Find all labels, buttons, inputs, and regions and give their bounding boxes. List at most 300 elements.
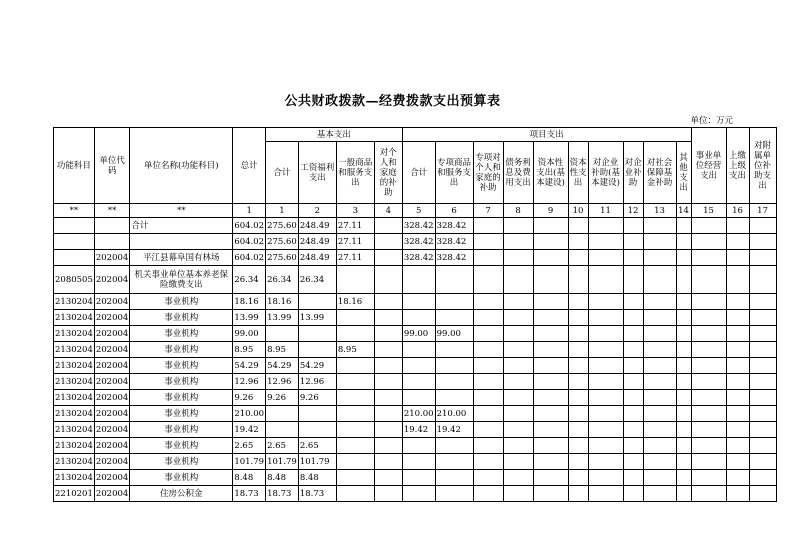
cell-empty [588, 250, 623, 266]
cell-p-total: 210.00 [402, 406, 435, 422]
cell-code: 2210201 [54, 486, 95, 502]
cell-empty [533, 438, 568, 454]
cell-name: 事业机构 [130, 374, 233, 390]
cell-code: 2130204 [54, 294, 95, 310]
cell-p-goods [435, 374, 473, 390]
cell-b-wage: 8.48 [298, 470, 336, 486]
cell-empty [749, 250, 776, 266]
cell-empty [623, 234, 643, 250]
cell-empty [503, 342, 533, 358]
cell-empty [643, 250, 676, 266]
cell-unit: 202004 [94, 406, 129, 422]
table-row [54, 234, 777, 250]
cell-b-total: 54.29 [266, 358, 299, 374]
cell-empty [676, 234, 691, 250]
cell-p-total: 328.42 [402, 250, 435, 266]
cell-empty [588, 390, 623, 406]
cell-b-goods [336, 470, 374, 486]
cell-b-wage [298, 406, 336, 422]
header-proj-enterprise2: 对企业补助 [623, 142, 643, 204]
cell-b-wage [298, 326, 336, 342]
cell-empty [473, 486, 503, 502]
cell-empty [533, 266, 568, 294]
cell-p-goods: 328.42 [435, 218, 473, 234]
header-proj-goods: 专项商品和服务支出 [435, 142, 473, 204]
cell-total: 12.96 [233, 374, 266, 390]
cell-empty [623, 438, 643, 454]
cell-empty [623, 422, 643, 438]
cell-empty [726, 390, 749, 406]
cell-empty [568, 326, 588, 342]
cell-empty [749, 310, 776, 326]
cell-b-total: 18.73 [266, 486, 299, 502]
cell-empty [691, 470, 726, 486]
cell-empty [533, 294, 568, 310]
cell-empty [533, 486, 568, 502]
cell-empty [691, 390, 726, 406]
cell-b-goods: 27.11 [336, 234, 374, 250]
index-cell: 8 [503, 204, 533, 218]
cell-empty [623, 342, 643, 358]
cell-empty [623, 310, 643, 326]
cell-empty [568, 470, 588, 486]
header-project: 项目支出 [402, 128, 691, 142]
cell-b-goods [336, 454, 374, 470]
cell-name: 事业机构 [130, 422, 233, 438]
cell-empty [726, 470, 749, 486]
cell-empty [726, 422, 749, 438]
cell-empty [691, 342, 726, 358]
index-cell: 13 [643, 204, 676, 218]
cell-unit: 202004 [94, 310, 129, 326]
cell-p-goods [435, 390, 473, 406]
cell-b-total: 8.48 [266, 470, 299, 486]
cell-empty [568, 218, 588, 234]
header-basic-total: 合计 [266, 142, 299, 204]
cell-name: 平江县幕阜国有林场 [130, 250, 233, 266]
cell-empty [726, 486, 749, 502]
header-proj-enterprise: 对企业补助(基本建设) [588, 142, 623, 204]
cell-empty [691, 438, 726, 454]
header-unit-name: 单位名称(功能科目) [130, 128, 233, 204]
cell-p-goods [435, 358, 473, 374]
cell-b-wage [298, 294, 336, 310]
cell-empty [533, 390, 568, 406]
cell-empty [749, 422, 776, 438]
cell-b-goods [336, 438, 374, 454]
index-cell: 1 [266, 204, 299, 218]
cell-empty [676, 266, 691, 294]
cell-empty [588, 342, 623, 358]
cell-name: 合计 [130, 218, 233, 234]
cell-b-total: 12.96 [266, 374, 299, 390]
cell-empty [749, 342, 776, 358]
cell-empty [726, 250, 749, 266]
cell-b-wage: 26.34 [298, 266, 336, 294]
cell-name: 事业机构 [130, 438, 233, 454]
cell-empty [503, 234, 533, 250]
cell-empty [568, 454, 588, 470]
cell-code: 2130204 [54, 374, 95, 390]
cell-empty [676, 374, 691, 390]
cell-b-wage: 12.96 [298, 374, 336, 390]
cell-b-goods [336, 374, 374, 390]
header-basic-wage: 工资福利支出 [298, 142, 336, 204]
cell-empty [676, 438, 691, 454]
cell-empty [676, 310, 691, 326]
cell-b-personal [374, 390, 402, 406]
cell-empty [473, 438, 503, 454]
cell-unit: 202004 [94, 358, 129, 374]
table-row [54, 358, 777, 374]
cell-b-goods: 18.16 [336, 294, 374, 310]
cell-empty [533, 234, 568, 250]
cell-empty [676, 390, 691, 406]
cell-empty [503, 374, 533, 390]
cell-empty [691, 422, 726, 438]
cell-empty [568, 266, 588, 294]
cell-name: 机关事业单位基本养老保险缴费支出 [130, 266, 233, 294]
cell-empty [749, 374, 776, 390]
cell-unit: 202004 [94, 438, 129, 454]
cell-empty [503, 326, 533, 342]
budget-table [53, 127, 777, 502]
header-proj-personal: 专项对个人和家庭的补助 [473, 142, 503, 204]
index-cell: ** [54, 204, 95, 218]
cell-empty [726, 438, 749, 454]
cell-code: 2130204 [54, 390, 95, 406]
cell-empty [473, 454, 503, 470]
cell-empty [726, 358, 749, 374]
cell-b-wage [298, 342, 336, 358]
cell-empty [726, 294, 749, 310]
cell-p-goods: 328.42 [435, 250, 473, 266]
cell-total: 210.00 [233, 406, 266, 422]
cell-empty [473, 326, 503, 342]
cell-empty [473, 390, 503, 406]
index-cell: 2 [298, 204, 336, 218]
cell-p-total [402, 374, 435, 390]
cell-unit: 202004 [94, 294, 129, 310]
cell-empty [568, 422, 588, 438]
cell-empty [643, 374, 676, 390]
cell-empty [533, 358, 568, 374]
cell-b-total: 26.34 [266, 266, 299, 294]
cell-total: 8.95 [233, 342, 266, 358]
table-row [54, 310, 777, 326]
cell-empty [588, 266, 623, 294]
cell-b-personal [374, 294, 402, 310]
cell-p-total [402, 438, 435, 454]
cell-empty [623, 294, 643, 310]
cell-b-total: 275.60 [266, 218, 299, 234]
cell-total: 604.02 [233, 218, 266, 234]
cell-b-wage: 2.65 [298, 438, 336, 454]
cell-empty [568, 390, 588, 406]
cell-b-goods [336, 486, 374, 502]
cell-p-goods [435, 266, 473, 294]
cell-total: 18.73 [233, 486, 266, 502]
cell-total: 18.16 [233, 294, 266, 310]
cell-name: 事业机构 [130, 390, 233, 406]
table-row [54, 250, 777, 266]
index-cell: 11 [588, 204, 623, 218]
cell-b-wage [298, 422, 336, 438]
cell-b-personal [374, 310, 402, 326]
cell-unit: 202004 [94, 454, 129, 470]
cell-empty [623, 266, 643, 294]
cell-b-total: 275.60 [266, 250, 299, 266]
table-body [54, 218, 777, 502]
cell-b-total: 18.16 [266, 294, 299, 310]
table-row [54, 486, 777, 502]
index-cell: 5 [402, 204, 435, 218]
cell-total: 13.99 [233, 310, 266, 326]
cell-empty [568, 250, 588, 266]
table-row [54, 438, 777, 454]
cell-empty [473, 374, 503, 390]
cell-b-personal [374, 406, 402, 422]
cell-b-personal [374, 326, 402, 342]
cell-empty [623, 374, 643, 390]
cell-code: 2130204 [54, 454, 95, 470]
cell-p-total [402, 266, 435, 294]
cell-empty [726, 218, 749, 234]
cell-total: 54.29 [233, 358, 266, 374]
cell-empty [676, 218, 691, 234]
cell-empty [533, 310, 568, 326]
cell-empty [726, 326, 749, 342]
cell-empty [533, 250, 568, 266]
cell-empty [568, 234, 588, 250]
index-cell: 15 [691, 204, 726, 218]
cell-b-wage: 9.26 [298, 390, 336, 406]
cell-empty [588, 358, 623, 374]
cell-empty [623, 218, 643, 234]
index-row [54, 204, 777, 218]
cell-empty [691, 266, 726, 294]
cell-b-wage: 101.79 [298, 454, 336, 470]
cell-p-total: 99.00 [402, 326, 435, 342]
cell-empty [568, 406, 588, 422]
cell-unit [94, 234, 129, 250]
header-func-subject: 功能科目 [54, 128, 95, 204]
cell-empty [643, 294, 676, 310]
cell-empty [676, 454, 691, 470]
cell-unit: 202004 [94, 422, 129, 438]
cell-empty [533, 374, 568, 390]
cell-empty [473, 422, 503, 438]
table-row [54, 342, 777, 358]
cell-empty [691, 326, 726, 342]
cell-empty [588, 218, 623, 234]
table-row [54, 390, 777, 406]
cell-b-wage: 18.73 [298, 486, 336, 502]
table-row [54, 218, 777, 234]
header-proj-debt: 债务利息及费用支出 [503, 142, 533, 204]
cell-empty [568, 438, 588, 454]
cell-empty [568, 294, 588, 310]
cell-b-goods: 8.95 [336, 342, 374, 358]
cell-empty [676, 486, 691, 502]
index-cell: 10 [568, 204, 588, 218]
cell-total: 9.26 [233, 390, 266, 406]
cell-empty [473, 358, 503, 374]
cell-empty [676, 406, 691, 422]
cell-total: 8.48 [233, 470, 266, 486]
index-cell: 12 [623, 204, 643, 218]
cell-b-goods [336, 358, 374, 374]
cell-empty [691, 294, 726, 310]
cell-empty [473, 310, 503, 326]
cell-p-goods: 19.42 [435, 422, 473, 438]
cell-empty [691, 310, 726, 326]
cell-unit: 202004 [94, 470, 129, 486]
cell-b-goods [336, 390, 374, 406]
cell-b-total: 8.95 [266, 342, 299, 358]
cell-p-total [402, 486, 435, 502]
cell-empty [473, 470, 503, 486]
cell-b-total [266, 326, 299, 342]
cell-b-total [266, 406, 299, 422]
table-row [54, 374, 777, 390]
cell-empty [588, 294, 623, 310]
cell-b-personal [374, 454, 402, 470]
cell-empty [726, 266, 749, 294]
cell-empty [533, 422, 568, 438]
cell-b-personal [374, 218, 402, 234]
cell-empty [623, 486, 643, 502]
header-basic-goods: 一般商品和服务支出 [336, 142, 374, 204]
cell-p-total [402, 342, 435, 358]
cell-b-goods: 27.11 [336, 218, 374, 234]
cell-unit: 202004 [94, 326, 129, 342]
cell-code: 2130204 [54, 358, 95, 374]
cell-empty [691, 374, 726, 390]
cell-empty [643, 406, 676, 422]
header-total: 总计 [233, 128, 266, 204]
cell-empty [726, 342, 749, 358]
cell-empty [749, 454, 776, 470]
cell-empty [676, 470, 691, 486]
cell-p-total [402, 470, 435, 486]
cell-empty [726, 406, 749, 422]
index-cell: 16 [726, 204, 749, 218]
cell-b-goods [336, 422, 374, 438]
cell-empty [503, 422, 533, 438]
cell-empty [473, 294, 503, 310]
table-row [54, 454, 777, 470]
cell-code [54, 218, 95, 234]
index-cell: ** [94, 204, 129, 218]
cell-b-wage: 248.49 [298, 218, 336, 234]
cell-empty [676, 294, 691, 310]
header-proj-total: 合计 [402, 142, 435, 204]
cell-name: 住房公积金 [130, 486, 233, 502]
cell-empty [749, 486, 776, 502]
cell-empty [749, 326, 776, 342]
cell-unit: 202004 [94, 390, 129, 406]
cell-empty [726, 374, 749, 390]
table-row [54, 326, 777, 342]
cell-empty [503, 470, 533, 486]
cell-b-personal [374, 342, 402, 358]
cell-empty [643, 266, 676, 294]
cell-p-goods [435, 438, 473, 454]
cell-empty [588, 234, 623, 250]
cell-b-personal [374, 486, 402, 502]
cell-empty [588, 454, 623, 470]
cell-empty [749, 406, 776, 422]
cell-empty [691, 234, 726, 250]
cell-b-wage: 54.29 [298, 358, 336, 374]
cell-empty [623, 470, 643, 486]
index-cell: 17 [749, 204, 776, 218]
cell-code: 2130204 [54, 470, 95, 486]
cell-empty [568, 310, 588, 326]
cell-unit: 202004 [94, 486, 129, 502]
cell-empty [533, 342, 568, 358]
cell-b-personal [374, 234, 402, 250]
cell-empty [691, 406, 726, 422]
cell-name: 事业机构 [130, 294, 233, 310]
cell-empty [588, 326, 623, 342]
header-subsidiary: 对附属单位补助支出 [749, 128, 776, 204]
cell-empty [623, 358, 643, 374]
page-title: 公共财政拨款—经费拨款支出预算表 [284, 94, 501, 109]
cell-unit: 202004 [94, 266, 129, 294]
cell-empty [473, 266, 503, 294]
cell-p-goods: 99.00 [435, 326, 473, 342]
cell-empty [643, 390, 676, 406]
cell-b-personal [374, 358, 402, 374]
cell-empty [533, 454, 568, 470]
cell-empty [623, 390, 643, 406]
cell-b-goods [336, 310, 374, 326]
index-cell: 4 [374, 204, 402, 218]
cell-empty [503, 358, 533, 374]
cell-p-total [402, 390, 435, 406]
table-row [54, 294, 777, 310]
cell-b-personal [374, 374, 402, 390]
cell-name: 事业机构 [130, 310, 233, 326]
cell-empty [588, 406, 623, 422]
cell-total: 26.34 [233, 266, 266, 294]
cell-empty [749, 470, 776, 486]
cell-p-total [402, 294, 435, 310]
cell-empty [503, 310, 533, 326]
cell-b-total [266, 422, 299, 438]
cell-empty [676, 326, 691, 342]
cell-empty [503, 406, 533, 422]
cell-empty [503, 218, 533, 234]
cell-empty [568, 486, 588, 502]
cell-p-goods [435, 486, 473, 502]
cell-empty [533, 406, 568, 422]
cell-p-goods [435, 294, 473, 310]
index-cell: 3 [336, 204, 374, 218]
cell-name: 事业机构 [130, 342, 233, 358]
cell-code [54, 234, 95, 250]
cell-p-total: 328.42 [402, 234, 435, 250]
cell-b-personal [374, 438, 402, 454]
cell-empty [676, 342, 691, 358]
cell-empty [749, 218, 776, 234]
cell-empty [503, 250, 533, 266]
cell-p-total: 19.42 [402, 422, 435, 438]
cell-b-personal [374, 422, 402, 438]
cell-p-goods [435, 342, 473, 358]
